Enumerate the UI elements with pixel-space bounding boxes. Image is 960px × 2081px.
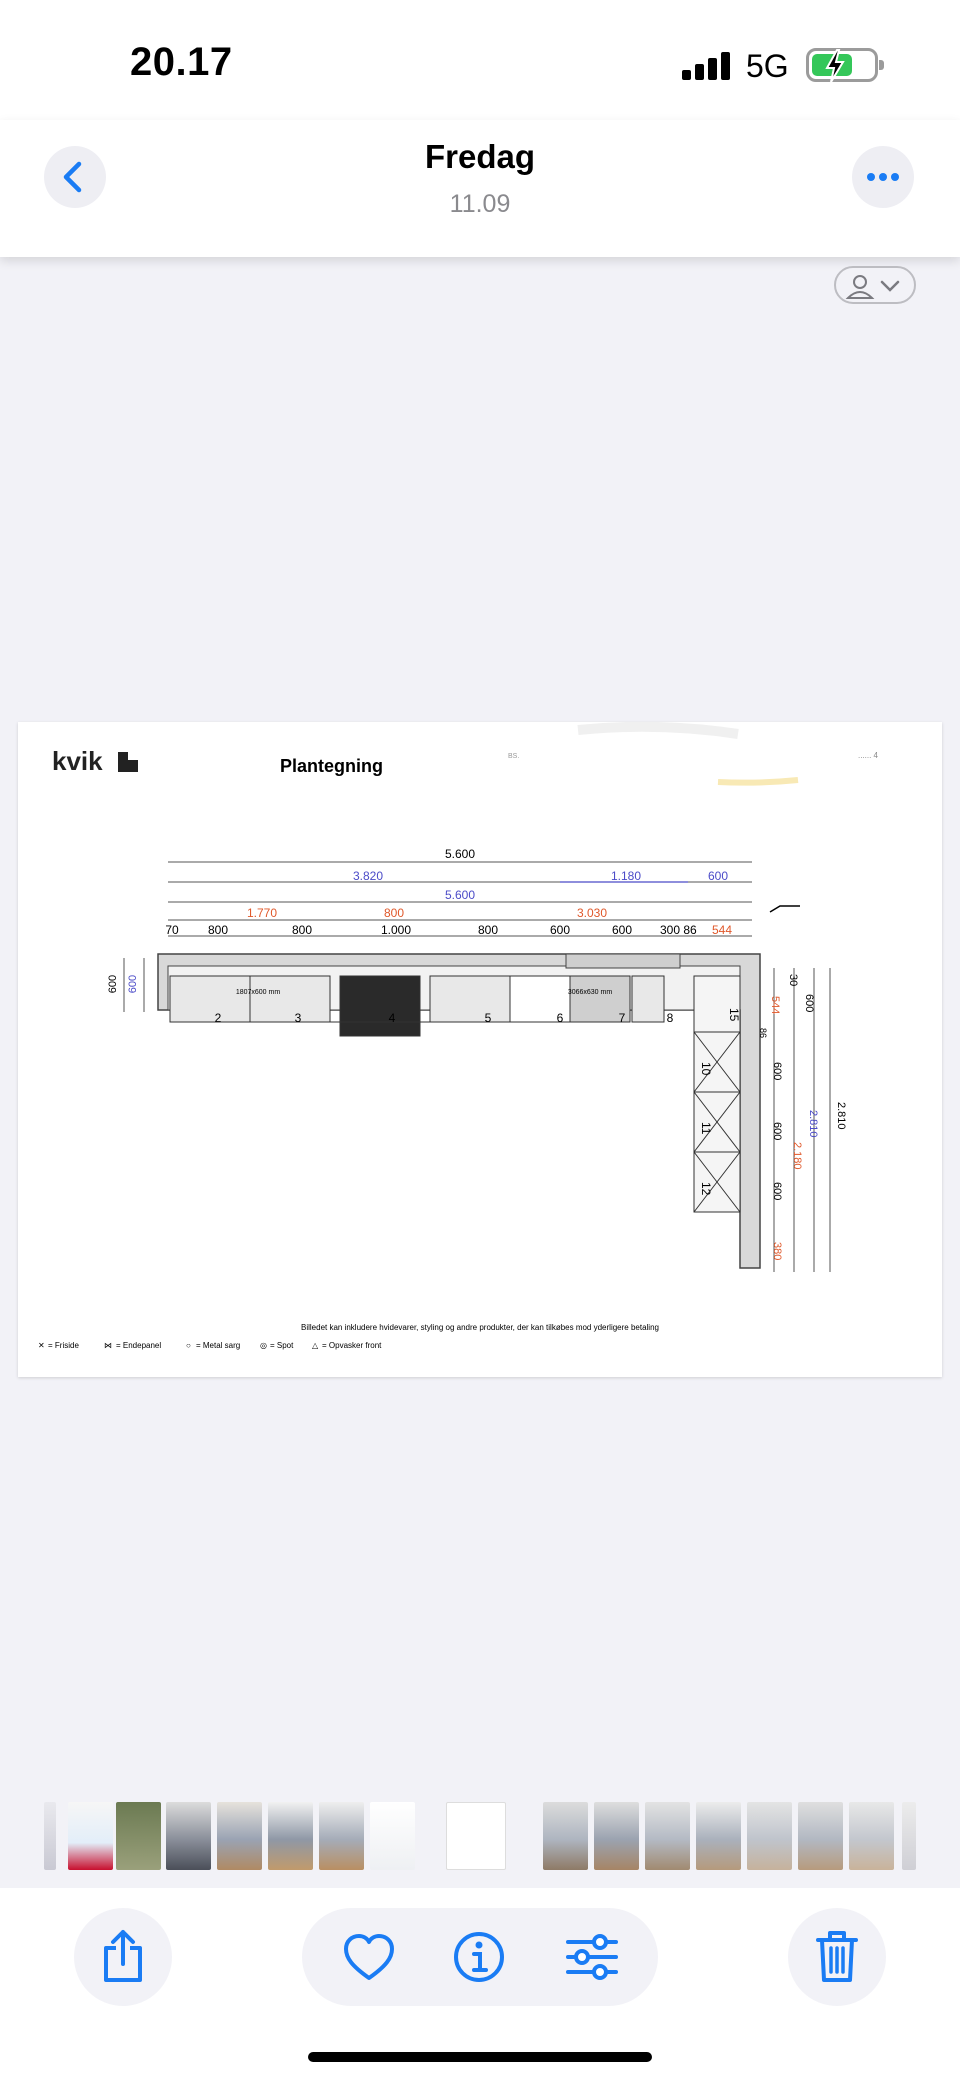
legend-metal-sarg: = Metal sarg <box>196 1341 241 1350</box>
cabinet-number: 12 <box>699 1182 713 1196</box>
battery-icon <box>806 48 878 82</box>
more-button[interactable] <box>852 146 914 208</box>
cabinet-number: 7 <box>618 1011 626 1025</box>
home-indicator[interactable] <box>308 2052 652 2062</box>
cabinet-number: 3 <box>294 1011 302 1025</box>
thumbnail[interactable] <box>44 1802 56 1870</box>
dim-module-3: 800 <box>291 923 313 937</box>
thumbnail[interactable] <box>166 1802 211 1870</box>
cabinet-number: 15 <box>727 1008 741 1022</box>
dim-orange-4: 544 <box>711 923 733 937</box>
thumbnail[interactable] <box>116 1802 161 1870</box>
thumbnail[interactable] <box>902 1802 916 1870</box>
legend-spot-icon: ◎ <box>260 1341 267 1350</box>
cabinet-number: 10 <box>699 1062 713 1076</box>
thumbnail[interactable] <box>798 1802 843 1870</box>
dim-blue-2: 1.180 <box>610 869 642 883</box>
legend-friside-icon: ✕ <box>38 1341 45 1350</box>
legend-friside: = Friside <box>48 1341 79 1350</box>
thumbnail[interactable] <box>645 1802 690 1870</box>
drawing-heading: Plantegning <box>280 756 383 776</box>
charging-bolt-icon <box>823 48 847 84</box>
status-time: 20.17 <box>130 40 233 84</box>
cabinet-number: 6 <box>556 1011 564 1025</box>
side-dim: 380 <box>771 1242 783 1261</box>
thumbnail[interactable] <box>747 1802 792 1870</box>
appliance-label-2: 3066x630 mm <box>567 989 613 996</box>
cabinet-number: 8 <box>666 1011 674 1025</box>
delete-button[interactable] <box>788 1908 886 2006</box>
legend-endepanel-icon: ⋈ <box>104 1341 112 1350</box>
heart-icon[interactable] <box>342 1932 396 1982</box>
dim-blue-4: 5.600 <box>444 888 476 902</box>
dim-orange-1: 1.770 <box>246 906 278 920</box>
side-dim: 30 <box>787 974 799 987</box>
dim-module-7: 600 <box>611 923 633 937</box>
dim-module-5: 800 <box>477 923 499 937</box>
side-dim: 600 <box>803 994 815 1013</box>
dim-orange-2: 800 <box>383 906 405 920</box>
side-dim: 86 <box>758 1028 768 1039</box>
cabinet-number: 11 <box>699 1122 713 1135</box>
depth-left-black: 600 <box>107 974 119 994</box>
thumbnail[interactable] <box>68 1802 113 1870</box>
info-icon[interactable] <box>452 1930 506 1984</box>
thumbnail[interactable] <box>849 1802 894 1870</box>
side-total-orange: 2.180 <box>791 1142 803 1170</box>
legend-opvasker-icon: △ <box>312 1341 319 1350</box>
appliance-label-1: 1807x600 mm <box>235 989 281 996</box>
ellipsis-icon <box>852 146 914 208</box>
thumbnail[interactable] <box>370 1802 415 1870</box>
brand-logo-text: kvik <box>52 746 103 776</box>
dim-module-8: 300 <box>659 923 681 937</box>
chevron-down-icon <box>882 282 898 290</box>
side-dim: 600 <box>771 1122 783 1141</box>
network-type: 5G <box>746 48 789 84</box>
dim-module-6: 600 <box>549 923 571 937</box>
legend-spot: = Spot <box>270 1341 294 1350</box>
share-icon <box>98 1928 148 1984</box>
legend-opvasker-front: = Opvasker front <box>322 1341 382 1350</box>
legend-metal-sarg-icon: ○ <box>186 1341 191 1350</box>
thumbnail[interactable] <box>594 1802 639 1870</box>
sliders-icon[interactable] <box>564 1932 620 1982</box>
person-icon <box>836 268 918 306</box>
thumbnail[interactable] <box>696 1802 741 1870</box>
photo-header <box>0 120 960 257</box>
cabinet-number: 2 <box>214 1011 222 1025</box>
dim-module-9: 86 <box>683 923 697 937</box>
cellular-signal-icon <box>682 52 732 80</box>
share-button[interactable] <box>74 1908 172 2006</box>
legend-endepanel: = Endepanel <box>116 1341 162 1350</box>
side-dim: 600 <box>771 1182 783 1201</box>
dim-module-2: 800 <box>207 923 229 937</box>
thumbnail[interactable] <box>268 1802 313 1870</box>
floor-plan-photo[interactable] <box>18 722 942 1377</box>
dim-module-1: 70 <box>165 923 179 937</box>
photo-title: Fredag <box>424 138 536 175</box>
svg-text:BS.: BS. <box>508 753 520 760</box>
thumbnail[interactable] <box>217 1802 262 1870</box>
status-bar <box>0 0 960 120</box>
thumbnail[interactable] <box>319 1802 364 1870</box>
side-total-black: 2.810 <box>835 1102 847 1130</box>
people-button[interactable] <box>834 266 916 304</box>
dim-orange-3: 3.030 <box>576 906 608 920</box>
depth-left-blue: 600 <box>127 974 139 994</box>
cabinet-number: 4 <box>388 1011 396 1025</box>
svg-text:...... 4: ...... 4 <box>858 751 879 760</box>
side-dim: 600 <box>771 1062 783 1081</box>
thumbnail-strip[interactable] <box>44 1802 916 1870</box>
dim-blue-1: 3.820 <box>352 869 384 883</box>
dim-blue-3: 600 <box>707 869 729 883</box>
side-dim: 544 <box>769 996 781 1015</box>
trash-icon <box>814 1928 860 1984</box>
thumbnail-selected[interactable] <box>446 1802 506 1870</box>
photo-subtitle: 11.09 <box>449 190 511 218</box>
disclaimer-text: Billedet kan inkludere hvidevarer, styling og andre produkter, der kan tilkøbes mod yderligere betaling <box>301 1323 659 1332</box>
side-total-blue: 2.810 <box>807 1110 819 1138</box>
dim-module-4: 1.000 <box>380 923 412 937</box>
dim-total: 5.600 <box>444 847 476 861</box>
cabinet-number: 5 <box>484 1011 492 1025</box>
thumbnail[interactable] <box>543 1802 588 1870</box>
